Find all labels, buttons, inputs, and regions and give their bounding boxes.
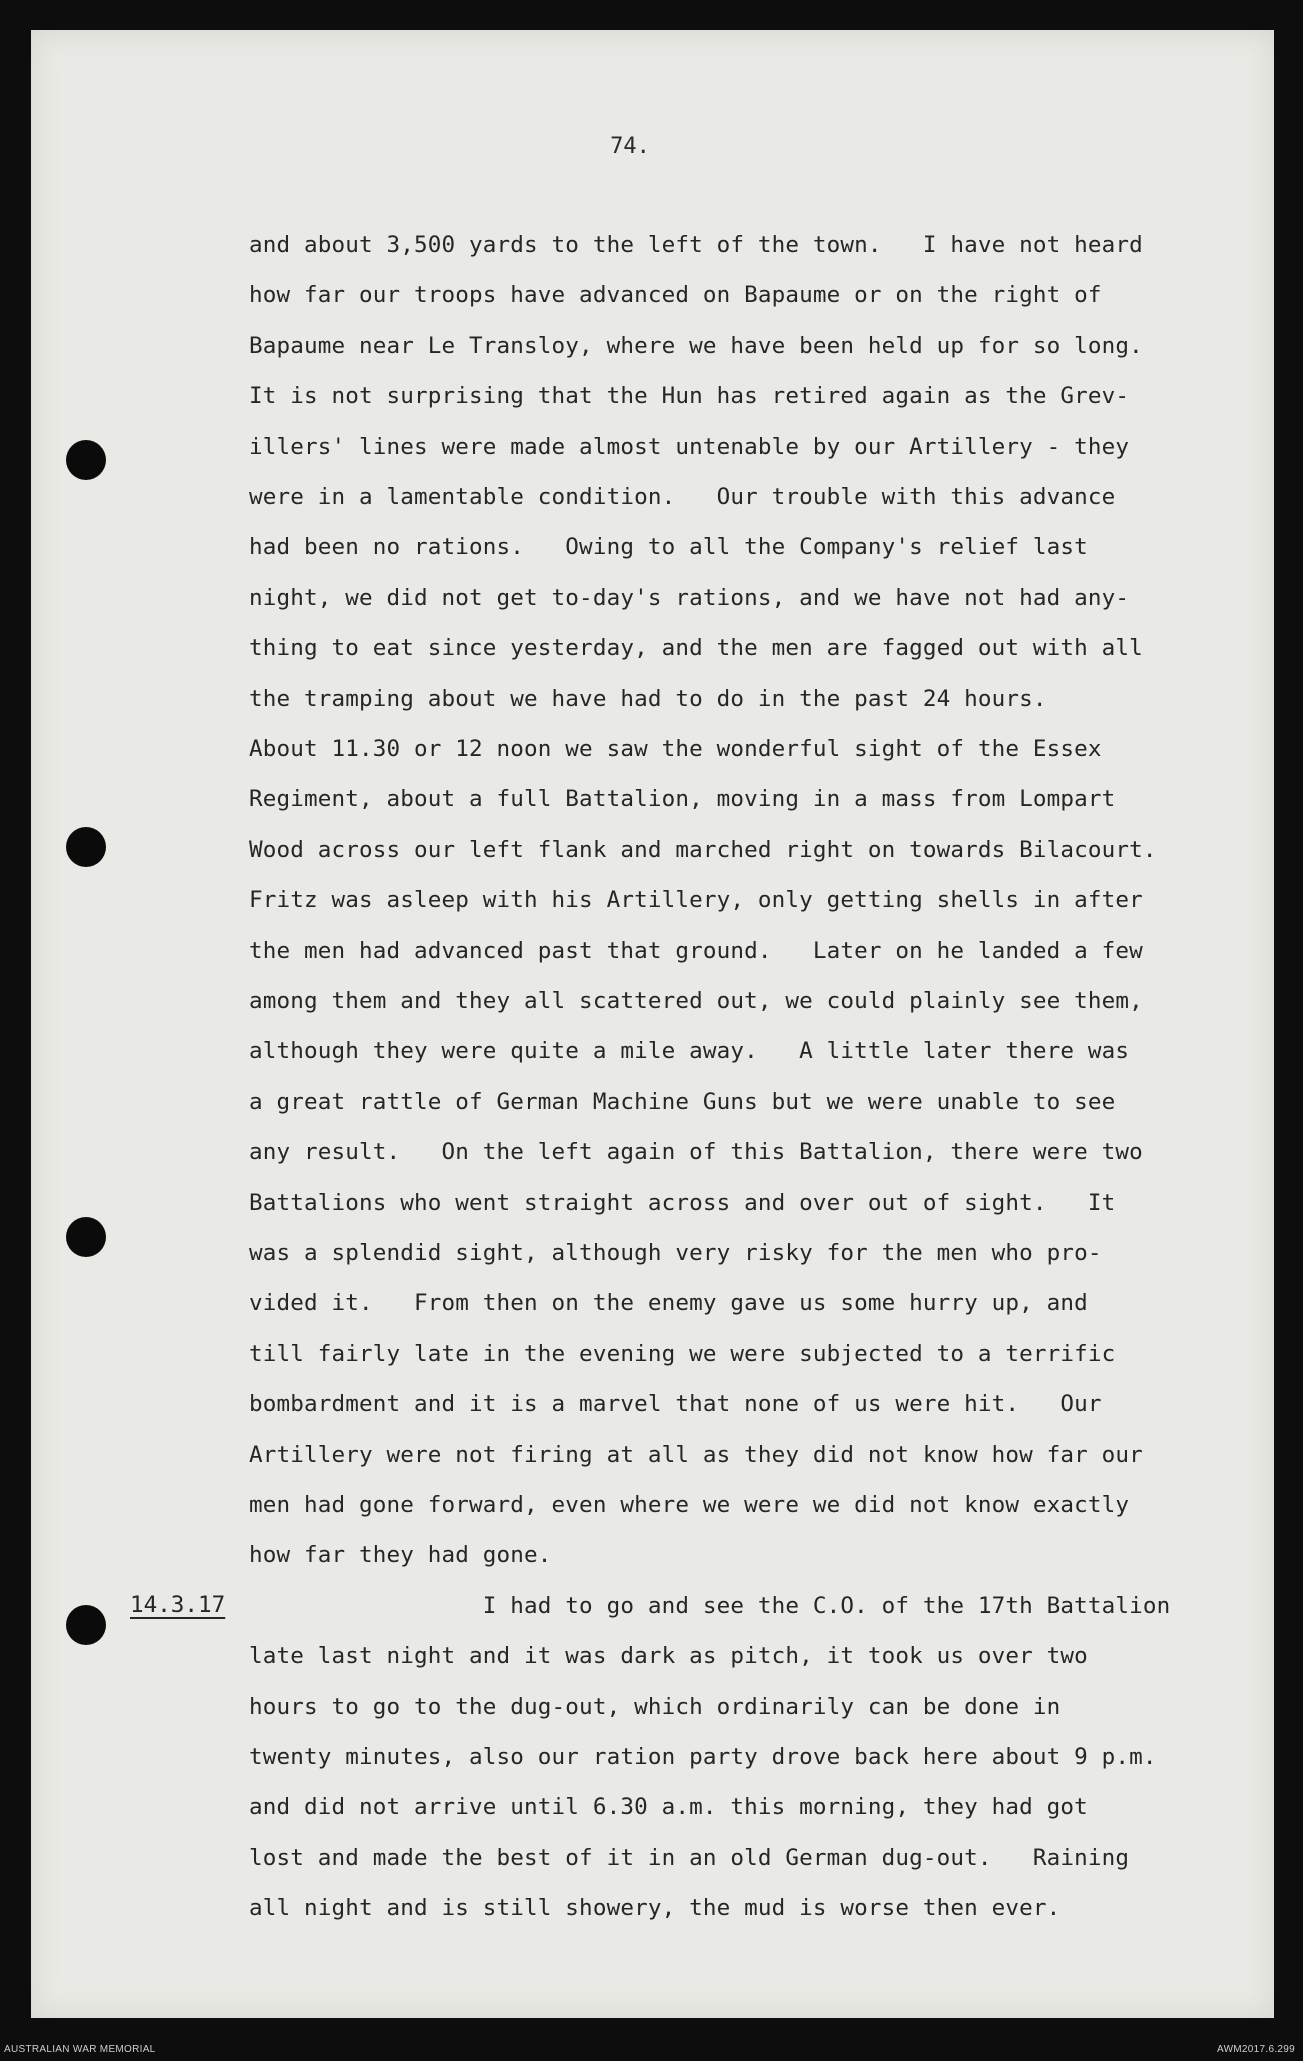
text-line: hours to go to the dug-out, which ordinarily can be done in (249, 1693, 1061, 1720)
text-line: lost and made the best of it in an old German dug-out. Raining (249, 1844, 1130, 1871)
text-line: and about 3,500 yards to the left of the town. I have not heard (249, 232, 1143, 258)
text-line: bombardment and it is a marvel that none of us were hit. Our (249, 1391, 1102, 1418)
text-line: I had to go and see the C.O. of the 17th Battalion (249, 1592, 1171, 1619)
text-line: Wood across our left flank and marched right on towards Bilacourt. (249, 836, 1157, 863)
text-line: any result. On the left again of this Battalion, there were two (249, 1139, 1143, 1166)
text-line: were in a lamentable condition. Our trouble with this advance (249, 484, 1116, 510)
text-line: had been no rations. Owing to all the Company's relief last (249, 534, 1088, 561)
text-line: was a splendid sight, although very risky for the men who pro- (249, 1240, 1102, 1266)
text-line: illers' lines were made almost untenable by our Artillery - they (249, 433, 1130, 460)
text-line: Fritz was asleep with his Artillery, only getting shells in after (249, 887, 1143, 914)
footer-institution: AUSTRALIAN WAR MEMORIAL (4, 2044, 156, 2055)
text-line: Battalions who went straight across and over out of sight. It (249, 1189, 1116, 1216)
text-line: night, we did not get to-day's rations, and we have not had any- (249, 584, 1130, 611)
text-line: Artillery were not firing at all as they did not know how far our (249, 1441, 1143, 1468)
text-line: men had gone forward, even where we were we did not know exactly (249, 1492, 1130, 1518)
punch-hole (66, 440, 106, 480)
text-line: and did not arrive until 6.30 a.m. this morning, they had got (249, 1794, 1088, 1821)
text-line: Bapaume near Le Transloy, where we have been held up for so long. (249, 332, 1143, 359)
text-line: It is not surprising that the Hun has retired again as the Grev- (249, 383, 1130, 410)
text-line: all night and is still showery, the mud is worse then ever. (249, 1895, 1061, 1922)
text-line: although they were quite a mile away. A little later there was (249, 1038, 1130, 1065)
text-line: late last night and it was dark as pitch, it took us over two (249, 1643, 1088, 1670)
text-line: twenty minutes, also our ration party drove back here about 9 p.m. (249, 1744, 1157, 1770)
text-line: till fairly late in the evening we were subjected to a terrific (249, 1340, 1116, 1367)
footer-reference: AWM2017.6.299 (1216, 2044, 1295, 2055)
text-line: a great rattle of German Machine Guns but we were unable to see (249, 1088, 1116, 1115)
text-line: About 11.30 or 12 noon we saw the wonderful sight of the Essex (249, 736, 1102, 762)
punch-hole (66, 1217, 106, 1257)
text-line: the men had advanced past that ground. Later on he landed a few (249, 937, 1143, 964)
text-line: thing to eat since yesterday, and the men are fagged out with all (249, 635, 1143, 662)
text-line: how far they had gone. (249, 1542, 552, 1569)
text-line: among them and they all scattered out, we could plainly see them, (249, 988, 1143, 1014)
diary-date: 14.3.17 (130, 1592, 226, 1618)
text-line: vided it. From then on the enemy gave us some hurry up, and (249, 1290, 1088, 1317)
punch-hole (66, 827, 106, 867)
text-line: Regiment, about a full Battalion, moving in a mass from Lompart (249, 786, 1116, 813)
text-line: how far our troops have advanced on Bapaume or on the right of (249, 282, 1102, 309)
text-line: the tramping about we have had to do in the past 24 hours. (249, 685, 1047, 712)
page-number: 74. (610, 134, 650, 159)
punch-hole (66, 1605, 106, 1645)
